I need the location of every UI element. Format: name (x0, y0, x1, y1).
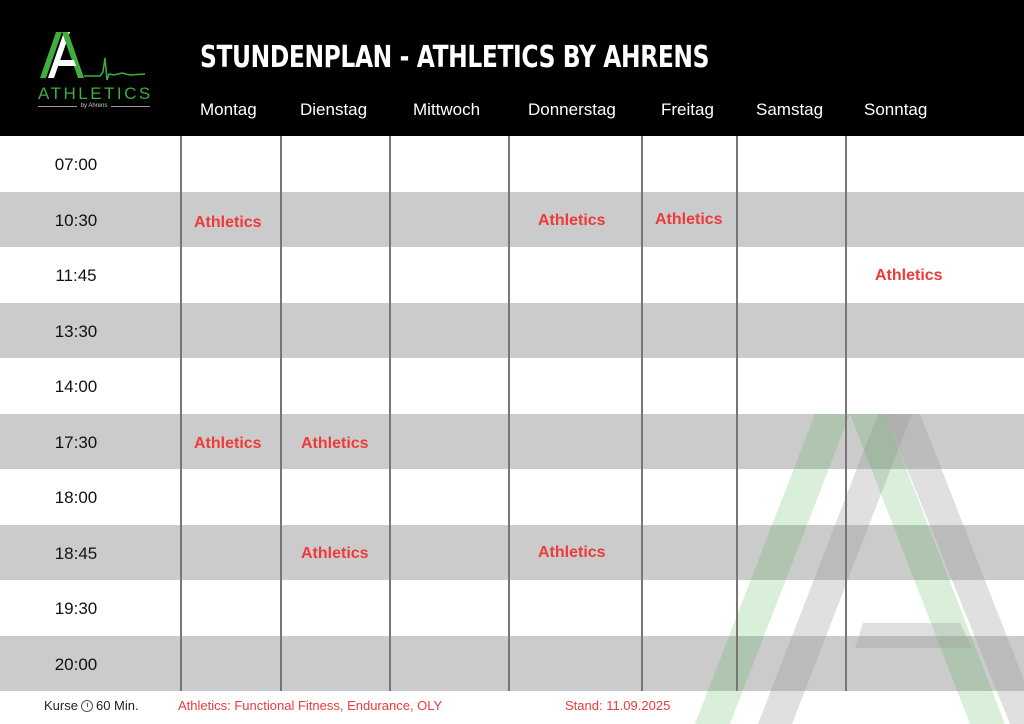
column-divider (641, 136, 643, 691)
day-header-mittwoch: Mittwoch (413, 100, 481, 119)
table-row (0, 469, 1024, 525)
logo-sub: by Ahrens (38, 103, 150, 109)
time-label: 18:45 (54, 543, 98, 563)
day-header-montag: Montag (200, 100, 257, 119)
event-donnerstag-1845[interactable]: Athletics (538, 544, 606, 561)
table-row (0, 247, 1024, 303)
time-label: 10:30 (54, 210, 98, 230)
header (0, 0, 1024, 136)
time-label: 13:30 (54, 321, 98, 341)
time-label: 17:30 (54, 432, 98, 452)
day-header-freitag: Freitag (661, 100, 714, 119)
column-divider (736, 136, 738, 691)
table-row (0, 414, 1024, 470)
logo-name: ATHLETICS (38, 84, 153, 103)
time-label: 18:00 (54, 488, 98, 507)
event-montag-1730[interactable]: Athletics (194, 435, 262, 452)
table-row (0, 136, 1024, 192)
time-label: 14:00 (54, 377, 98, 396)
day-header-dienstag: Dienstag (300, 100, 368, 119)
table-row (0, 636, 1024, 692)
table-row (0, 192, 1024, 248)
day-header-sonntag: Sonntag (864, 100, 928, 119)
page-title: STUNDENPLAN - ATHLETICS BY AHRENS (200, 40, 710, 75)
table-row (0, 525, 1024, 581)
clock-icon (81, 700, 93, 712)
column-divider (845, 136, 847, 691)
event-donnerstag-1030[interactable]: Athletics (538, 212, 606, 229)
day-header-donnerstag: Donnerstag (528, 100, 616, 119)
event-sonntag-1145[interactable]: Athletics (875, 267, 943, 284)
event-dienstag-1730[interactable]: Athletics (301, 435, 369, 452)
event-montag-1030[interactable]: Athletics (194, 214, 262, 231)
time-label: 07:00 (54, 155, 98, 174)
time-label: 20:00 (54, 654, 98, 674)
time-label: 19:30 (54, 599, 98, 618)
footer-stand: Stand: 11.09.2025 (565, 698, 671, 713)
column-divider (508, 136, 510, 691)
table-row (0, 580, 1024, 636)
time-label: 11:45 (55, 266, 97, 285)
footer-duration: Kurse 60 Min. (44, 698, 139, 713)
column-divider (389, 136, 391, 691)
table-row (0, 303, 1024, 359)
footer-legend: Athletics: Functional Fitness, Endurance, OLY (178, 698, 443, 713)
day-header-samstag: Samstag (756, 100, 824, 119)
event-dienstag-1845[interactable]: Athletics (301, 545, 369, 562)
column-divider (280, 136, 282, 691)
table-row (0, 358, 1024, 414)
column-divider (180, 136, 182, 691)
event-freitag-1030[interactable]: Athletics (655, 211, 723, 228)
